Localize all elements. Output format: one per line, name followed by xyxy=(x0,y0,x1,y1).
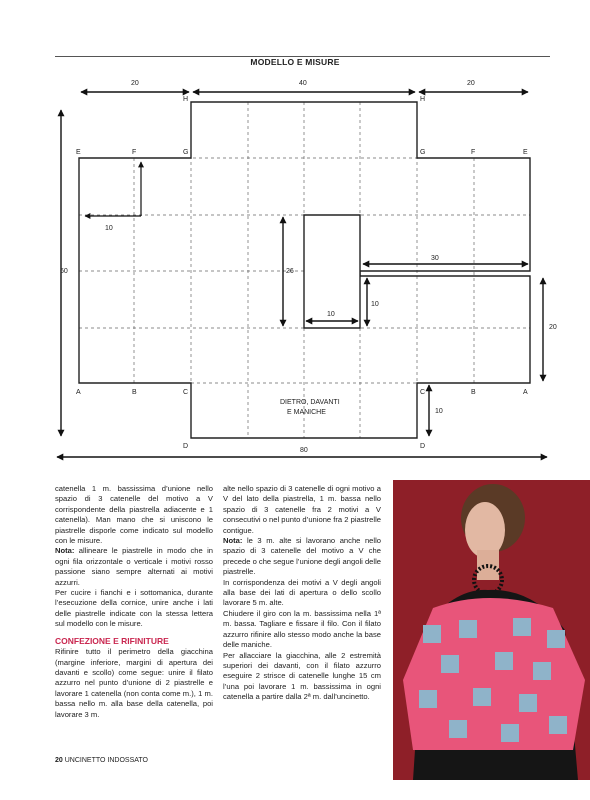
model-illustration xyxy=(393,480,590,780)
measure-top-right: 20 xyxy=(467,80,475,87)
pattern-diagram xyxy=(0,70,590,470)
center-text-line1: DIETRO, DAVANTI xyxy=(280,399,340,406)
label-e-right: E xyxy=(523,149,528,156)
label-g-left: G xyxy=(183,149,189,156)
measure-left: 60 xyxy=(60,268,68,275)
label-f-right: F xyxy=(471,149,476,156)
page-footer xyxy=(55,757,148,764)
paragraph: Per cucire i fianchi e i sottomanica, durante l’esecuzione della cornice, unire anche i lati delle piastrelle indicate con la stessa lettera sul modello con le misure. xyxy=(55,588,213,629)
measure-top-center: 40 xyxy=(299,80,307,87)
measure-10-vertical: 10 xyxy=(371,301,379,308)
page-title: MODELLO E MISURE xyxy=(250,57,340,67)
note-paragraph xyxy=(55,546,213,588)
paragraph: Chiudere il giro con la m. bassissima nella 1ª m. bassa. Tagliare e fissare il filo. Con il filato azzurro rifinire allo stesso modo anche la base delle maniche. xyxy=(223,608,381,650)
center-text-line2: E MANICHE xyxy=(287,409,326,416)
measure-right: 20 xyxy=(549,324,557,331)
note-paragraph xyxy=(223,536,381,578)
paragraph: alte nello spazio di 3 catenelle di ogni motivo a V del lato della piastrella, 1 m. bassa nello spazio di 3 catenelle fra 2 motivi a V consecutivi o nel punto d’unione fra 2 piastrelle contigue. xyxy=(223,484,381,535)
paragraph: Per allacciare la giacchina, alle 2 estremità superiori dei davanti, con il filato azzurro eseguire 2 strisce di catenelle lunghe 15 cm l’una poi lavorare 1 m. bassissima in ogni catenella a partire dalla 2ª m. dall’uncinetto. xyxy=(223,650,381,702)
text-column-1 xyxy=(55,484,213,720)
measure-bottom: 80 xyxy=(300,447,308,454)
label-b-left: B xyxy=(132,389,137,396)
text-column-2 xyxy=(223,484,381,703)
label-a-left: A xyxy=(76,389,81,396)
note-text: le 3 m. alte si lavorano anche nello spazio di 3 catenelle del motivo a V che precede o che segue l’unione degli angoli delle piastrelle. xyxy=(223,536,381,577)
label-c-right: C xyxy=(420,389,426,396)
paragraph: Rifinire tutto il perimetro della giacchina (margine inferiore, margini di apertura dei davanti e scollo) come segue: unire il filato azzurro nel punto d’unione di 2 piastrelle e lavorare 1 catenella (non conta come m.), 1 m. bassa nello m. alla base della catenella, poi lavorare 3 m. xyxy=(55,647,213,719)
note-label: Nota: xyxy=(223,536,243,546)
measure-10-horizontal: 10 xyxy=(327,311,335,318)
label-h-left: H xyxy=(183,96,189,103)
measure-26: 26 xyxy=(286,268,294,275)
page-number: 20 xyxy=(55,757,63,764)
paragraph: catenella 1 m. bassissima d’unione nello spazio di 3 catenelle del motivo a V corrispondente della piastrella adiacente e 1 catenella). Man mano che si uniscono le piastrelle disporle come indicato sul modello con le misure. xyxy=(55,484,213,546)
label-f-left: F xyxy=(132,149,137,156)
label-h-right: H xyxy=(420,96,426,103)
label-a-right: A xyxy=(523,389,528,396)
note-text: allineare le piastrelle in modo che in ogni fila orizzontale o verticale i motivi rosso passione siano sempre alternati ai motivi azzurri. xyxy=(55,546,213,587)
label-b-right: B xyxy=(471,389,476,396)
note-label: Nota: xyxy=(55,546,75,556)
measure-top-left: 20 xyxy=(131,80,139,87)
paragraph: In corrispondenza dei motivi a V degli angoli alla base dei lati di apertura o dello scollo lavorare 5 m. alte. xyxy=(223,577,381,608)
label-d-right: D xyxy=(420,443,426,450)
model-photo xyxy=(393,480,590,780)
label-e-left: E xyxy=(76,149,81,156)
section-heading: CONFEZIONE E RIFINITURE xyxy=(55,635,169,646)
label-d-left: D xyxy=(183,443,189,450)
measure-30: 30 xyxy=(431,255,439,262)
measure-inner-left: 10 xyxy=(105,225,113,232)
label-c-left: C xyxy=(183,389,189,396)
magazine-name: UNCINETTO INDOSSATO xyxy=(64,757,148,764)
measure-bottom-right-10: 10 xyxy=(435,408,443,415)
label-g-right: G xyxy=(420,149,426,156)
watermark: PassionForum.ru xyxy=(478,785,543,795)
